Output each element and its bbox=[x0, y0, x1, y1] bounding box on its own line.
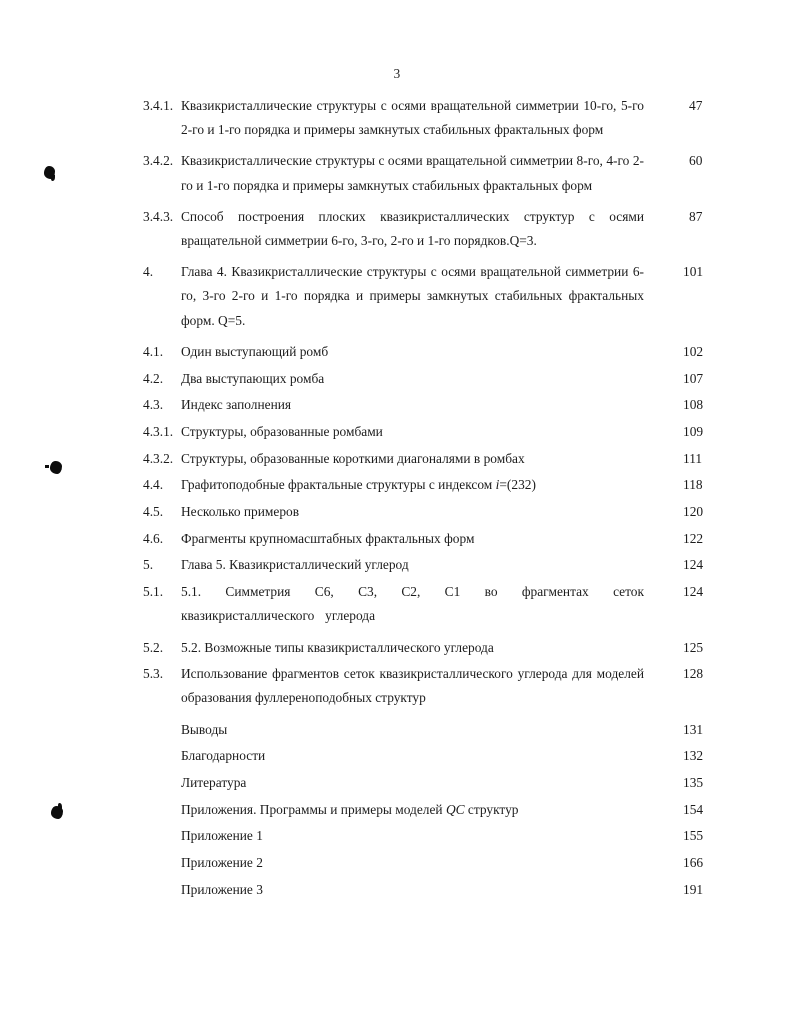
index-symbol: i bbox=[495, 477, 500, 493]
toc-entry-title-text: Графитоподобные фрактальные структуры с индексом bbox=[181, 477, 496, 493]
qc-symbol: QC bbox=[445, 801, 465, 817]
toc-entry-page: 124 bbox=[683, 584, 704, 600]
toc-entry[interactable] bbox=[143, 340, 713, 364]
toc-entry-title: 5.1. Симметрия С6, С3, С2, С1 во фрагментах сеток квазикристаллического углерода bbox=[181, 584, 644, 624]
toc-entry-page: 109 bbox=[683, 423, 704, 439]
toc-entry-number: 5.3. bbox=[143, 666, 164, 682]
toc-entry[interactable] bbox=[143, 662, 713, 710]
toc-entry[interactable] bbox=[143, 149, 713, 197]
toc-entry-number: 4.6. bbox=[143, 530, 164, 546]
toc-entry-page: 154 bbox=[683, 801, 704, 817]
toc-entry-page: 111 bbox=[683, 450, 703, 466]
toc-entry[interactable] bbox=[143, 744, 713, 768]
toc-entry-title: Квазикристаллические структуры с осями вращательной симметрии 8-го, 4-го 2-го и 1-го порядка и примеры замкнутых стабильных фрактальных форм bbox=[181, 153, 644, 193]
toc-entry-page: 155 bbox=[683, 828, 704, 844]
toc-entry-number: 4.1. bbox=[143, 343, 164, 359]
toc-entry-number: 4.3.1. bbox=[143, 423, 174, 439]
toc-entry-page: 122 bbox=[683, 530, 704, 546]
toc-entry-number: 4.5. bbox=[143, 504, 164, 520]
toc-entry-page: 102 bbox=[683, 343, 704, 359]
toc-entry-page: 47 bbox=[689, 98, 703, 113]
toc-entry-number: 3.4.3. bbox=[143, 208, 174, 224]
toc-entry[interactable] bbox=[143, 851, 713, 875]
page-folio-number: 3 bbox=[393, 66, 401, 81]
toc-entry-number: 3.4.2. bbox=[143, 153, 174, 169]
toc-entry-number: 5. bbox=[143, 557, 154, 573]
toc-entry[interactable] bbox=[143, 473, 713, 497]
toc-entry-title: Несколько примеров bbox=[181, 504, 300, 520]
toc-entry[interactable] bbox=[143, 260, 713, 333]
toc-entry[interactable] bbox=[143, 553, 713, 577]
toc-entry-title: Два выступающих ромба bbox=[181, 370, 325, 386]
toc-entry-page: 120 bbox=[683, 504, 704, 520]
toc-entry[interactable] bbox=[143, 636, 713, 660]
toc-entry[interactable] bbox=[143, 94, 713, 142]
toc-entry[interactable] bbox=[143, 798, 713, 822]
toc-entry[interactable] bbox=[143, 447, 713, 471]
toc-entry[interactable] bbox=[143, 500, 713, 524]
toc-entry-number: 4.4. bbox=[143, 477, 164, 493]
toc-entry-page: 135 bbox=[683, 775, 704, 791]
toc-entry-title-suffix: структур bbox=[464, 801, 519, 817]
toc-entry-number: 4.3. bbox=[143, 397, 164, 413]
toc-entry[interactable] bbox=[143, 205, 713, 253]
toc-entry-title: Один выступающий ромб bbox=[181, 343, 329, 359]
toc-entry-page: 128 bbox=[683, 666, 704, 682]
toc-entry-title: Литература bbox=[181, 775, 247, 791]
toc-entry-page: 118 bbox=[683, 477, 703, 493]
toc-entry-number: 4.2. bbox=[143, 370, 164, 386]
toc-entry-title: Индекс заполнения bbox=[181, 397, 292, 413]
toc-entry-page: 101 bbox=[683, 264, 704, 280]
ink-blot-mark bbox=[51, 806, 63, 819]
toc-entry-title bbox=[181, 473, 644, 497]
toc-entry[interactable] bbox=[143, 367, 713, 391]
toc-entry[interactable] bbox=[143, 527, 713, 551]
ink-blot-mark bbox=[50, 461, 62, 474]
toc-entry-number: 4.3.2. bbox=[143, 450, 174, 466]
toc-entry-page: 191 bbox=[683, 881, 704, 897]
toc-entry-title: Глава 5. Квазикристаллический углерод bbox=[181, 557, 409, 573]
toc-entry-title: Способ построения плоских квазикристаллических структур с осями вращательной симметрии 6-го, 3-го, 2-го и 1-го порядков.Q=3. bbox=[181, 208, 644, 249]
toc-entry-title-suffix: =(232) bbox=[499, 477, 536, 493]
toc-entry-page: 60 bbox=[689, 153, 703, 169]
table-of-contents bbox=[143, 94, 713, 905]
toc-entry-page: 166 bbox=[683, 855, 704, 871]
toc-entry-title: Фрагменты крупномасштабных фрактальных форм bbox=[181, 530, 475, 546]
toc-entry-title: Структуры, образованные ромбами bbox=[181, 423, 383, 439]
toc-entry-page: 125 bbox=[683, 639, 704, 655]
toc-entry-number: 3.4.1. bbox=[143, 98, 174, 113]
toc-entry-title: Благодарности bbox=[181, 748, 266, 764]
toc-entry-title: Приложение 3 bbox=[181, 881, 263, 897]
toc-entry[interactable] bbox=[143, 824, 713, 848]
toc-entry-title: Выводы bbox=[181, 721, 228, 737]
toc-entry[interactable] bbox=[143, 878, 713, 902]
toc-entry-number: 4. bbox=[143, 264, 154, 280]
toc-entry-title: Приложение 2 bbox=[181, 855, 263, 871]
toc-entry-page: 131 bbox=[683, 721, 704, 737]
toc-entry-page: 132 bbox=[683, 748, 704, 764]
toc-entry-title: Использование фрагментов сеток квазикристаллического углерода для моделей образования фуллереноподобных структур bbox=[181, 666, 644, 706]
toc-entry[interactable] bbox=[143, 580, 713, 628]
toc-entry-page: 87 bbox=[689, 208, 703, 224]
toc-entry-page: 108 bbox=[683, 397, 704, 413]
toc-entry-page: 124 bbox=[683, 557, 704, 573]
toc-entry[interactable] bbox=[143, 771, 713, 795]
toc-entry-title: Глава 4. Квазикристаллические структуры с осями вращательной симметрии 6-го, 3-го 2-го и 1-го порядка и примеры замкнутых стабильных фрактальных форм. Q=5. bbox=[181, 264, 644, 328]
toc-entry-title: Квазикристаллические структуры с осями вращательной симметрии 10-го, 5-го 2-го и 1-го порядка и примеры замкнутых стабильных фрактальных форм bbox=[181, 98, 644, 138]
toc-entry[interactable] bbox=[143, 393, 713, 417]
toc-entry-title: Приложение 1 bbox=[181, 828, 263, 844]
toc-entry-title-text: Приложения. Программы и примеры моделей bbox=[181, 801, 446, 817]
toc-entry[interactable] bbox=[143, 420, 713, 444]
toc-entry-title: Структуры, образованные короткими диагоналями в ромбах bbox=[181, 450, 525, 466]
toc-entry-page: 107 bbox=[683, 370, 704, 386]
toc-entry-title: 5.2. Возможные типы квазикристаллического углерода bbox=[181, 639, 494, 655]
toc-entry-number: 5.1. bbox=[143, 584, 164, 600]
ink-blot-mark bbox=[44, 166, 55, 179]
toc-entry[interactable] bbox=[143, 718, 713, 742]
toc-entry-number: 5.2. bbox=[143, 639, 164, 655]
toc-entry-title bbox=[181, 798, 644, 822]
